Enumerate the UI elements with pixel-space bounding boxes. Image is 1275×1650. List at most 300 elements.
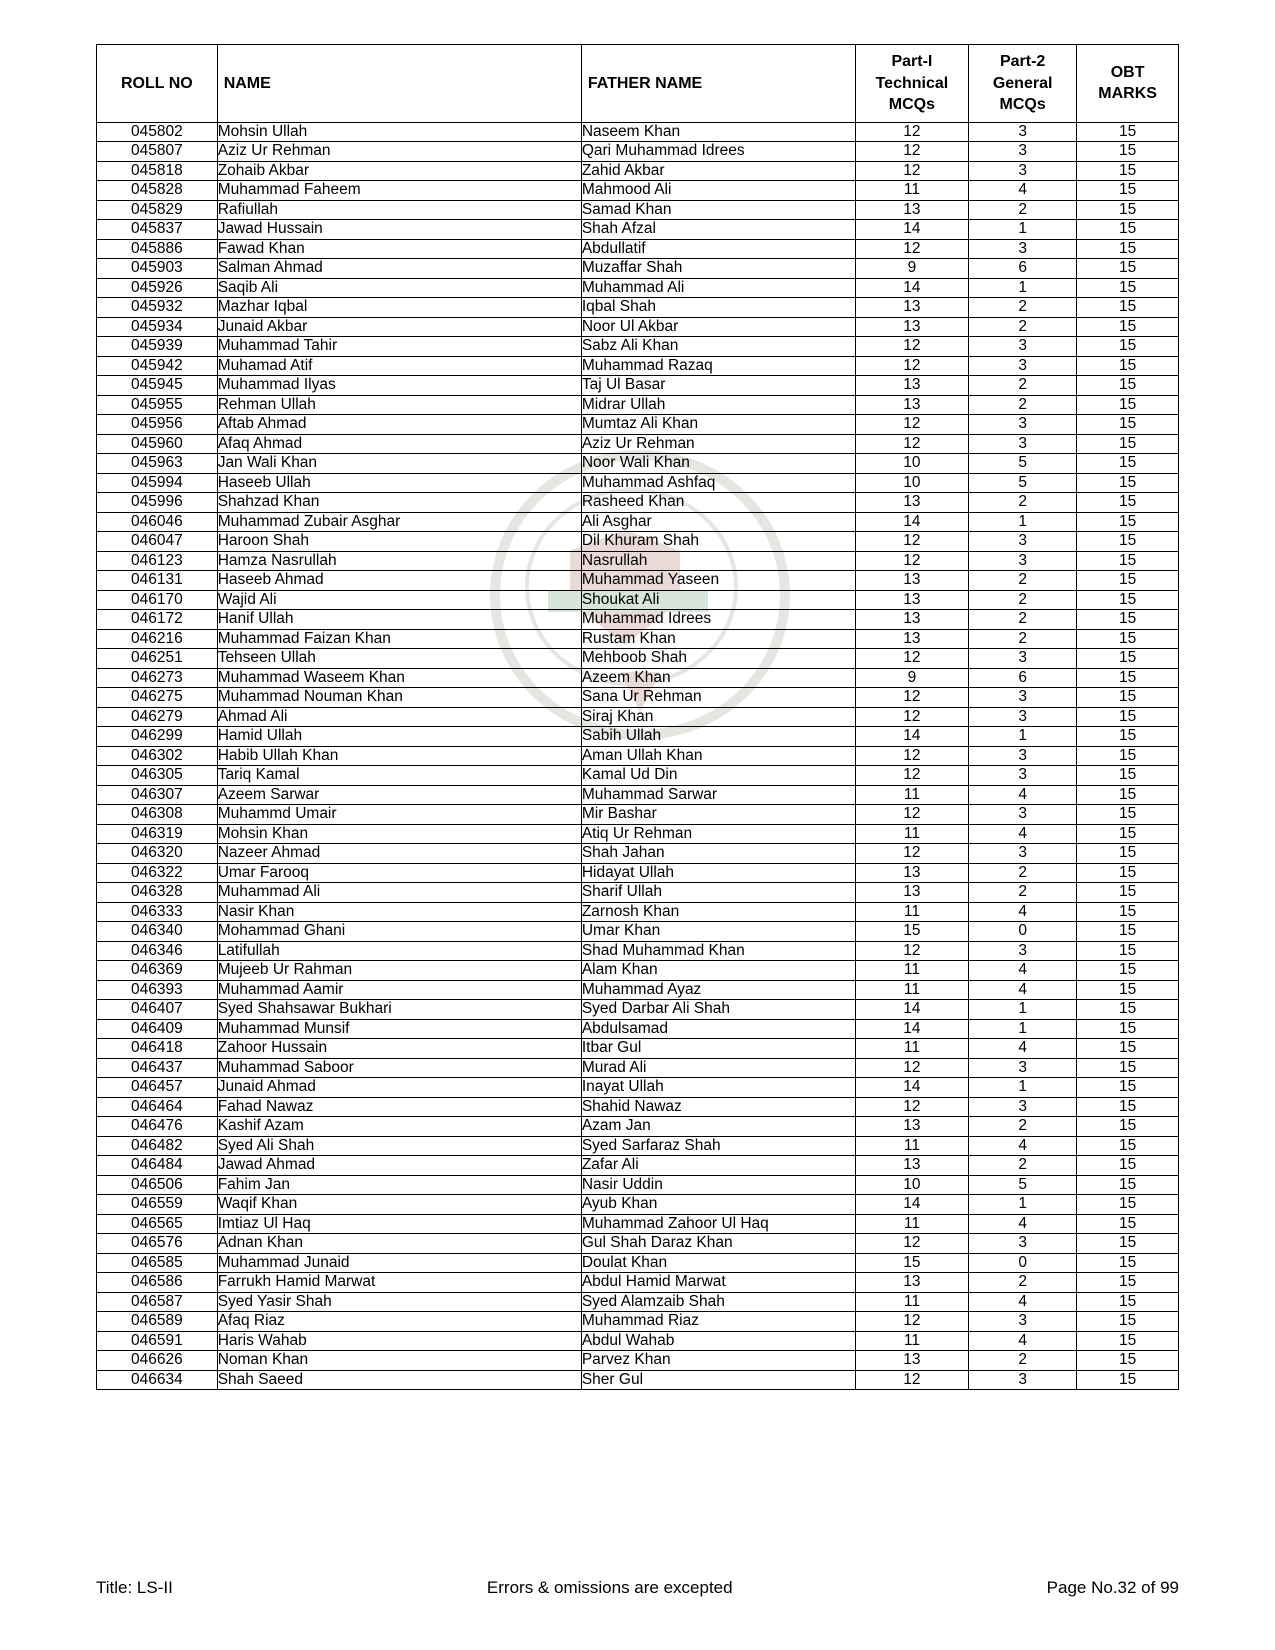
cell-roll-no: 045939: [97, 337, 218, 357]
cell-roll-no: 046585: [97, 1253, 218, 1273]
cell-part2-marks: 5: [969, 1175, 1077, 1195]
cell-name: Mujeeb Ur Rahman: [217, 961, 581, 981]
cell-part1-marks: 13: [855, 317, 968, 337]
table-row: [97, 356, 1179, 376]
cell-father-name: Syed Sarfaraz Shah: [581, 1136, 855, 1156]
cell-roll-no: 046346: [97, 941, 218, 961]
cell-name: Ahmad Ali: [217, 707, 581, 727]
cell-part1-marks: 12: [855, 805, 968, 825]
cell-part2-marks: 3: [969, 649, 1077, 669]
cell-name: Shah Saeed: [217, 1370, 581, 1390]
cell-obtained-marks: 15: [1077, 1097, 1179, 1117]
cell-name: Hamid Ullah: [217, 727, 581, 747]
cell-father-name: Naseem Khan: [581, 122, 855, 142]
cell-obtained-marks: 15: [1077, 317, 1179, 337]
cell-name: Muhammad Ilyas: [217, 376, 581, 396]
table-body: [97, 122, 1179, 1390]
table-row: [97, 1136, 1179, 1156]
table-row: [97, 1039, 1179, 1059]
cell-part1-marks: 12: [855, 746, 968, 766]
table-row: [97, 1117, 1179, 1137]
cell-father-name: Gul Shah Daraz Khan: [581, 1234, 855, 1254]
cell-name: Muhammd Umair: [217, 805, 581, 825]
cell-name: Muhammad Nouman Khan: [217, 688, 581, 708]
results-table: [96, 44, 1179, 1390]
cell-roll-no: 046393: [97, 980, 218, 1000]
cell-part1-marks: 11: [855, 785, 968, 805]
cell-part1-marks: 13: [855, 1351, 968, 1371]
cell-father-name: Aziz Ur Rehman: [581, 434, 855, 454]
cell-roll-no: 046319: [97, 824, 218, 844]
table-row: [97, 415, 1179, 435]
cell-part2-marks: 6: [969, 259, 1077, 279]
cell-part2-marks: 5: [969, 454, 1077, 474]
part2-line1: Part-2: [999, 53, 1046, 70]
cell-obtained-marks: 15: [1077, 766, 1179, 786]
cell-roll-no: 046587: [97, 1292, 218, 1312]
cell-part1-marks: 12: [855, 1058, 968, 1078]
cell-father-name: Syed Darbar Ali Shah: [581, 1000, 855, 1020]
footer-title: Title: LS-II: [96, 1578, 173, 1597]
cell-name: Zahoor Hussain: [217, 1039, 581, 1059]
table-row: [97, 239, 1179, 259]
table-row: [97, 181, 1179, 201]
table-row: [97, 668, 1179, 688]
cell-part2-marks: 2: [969, 1351, 1077, 1371]
cell-part1-marks: 12: [855, 415, 968, 435]
cell-father-name: Ayub Khan: [581, 1195, 855, 1215]
cell-part1-marks: 11: [855, 1039, 968, 1059]
cell-part1-marks: 14: [855, 1078, 968, 1098]
table-row: [97, 610, 1179, 630]
cell-part1-marks: 11: [855, 902, 968, 922]
cell-obtained-marks: 15: [1077, 278, 1179, 298]
cell-name: Shahzad Khan: [217, 493, 581, 513]
table-row: [97, 395, 1179, 415]
cell-name: Junaid Ahmad: [217, 1078, 581, 1098]
cell-obtained-marks: 15: [1077, 961, 1179, 981]
cell-part2-marks: 4: [969, 961, 1077, 981]
cell-obtained-marks: 15: [1077, 805, 1179, 825]
cell-roll-no: 046307: [97, 785, 218, 805]
cell-part1-marks: 11: [855, 1214, 968, 1234]
table-row: [97, 1312, 1179, 1332]
cell-father-name: Sharif Ullah: [581, 883, 855, 903]
cell-part2-marks: 3: [969, 941, 1077, 961]
cell-father-name: Rasheed Khan: [581, 493, 855, 513]
table-row: [97, 1175, 1179, 1195]
cell-father-name: Parvez Khan: [581, 1351, 855, 1371]
cell-roll-no: 046131: [97, 571, 218, 591]
cell-part1-marks: 14: [855, 727, 968, 747]
cell-father-name: Mehboob Shah: [581, 649, 855, 669]
cell-father-name: Rustam Khan: [581, 629, 855, 649]
table-row: [97, 844, 1179, 864]
cell-part2-marks: 2: [969, 1156, 1077, 1176]
table-row: [97, 1253, 1179, 1273]
cell-roll-no: 046340: [97, 922, 218, 942]
cell-name: Hamza Nasrullah: [217, 551, 581, 571]
cell-name: Habib Ullah Khan: [217, 746, 581, 766]
cell-obtained-marks: 15: [1077, 434, 1179, 454]
cell-obtained-marks: 15: [1077, 629, 1179, 649]
part1-line3: MCQs: [888, 96, 936, 114]
table-row: [97, 785, 1179, 805]
table-row: [97, 824, 1179, 844]
cell-father-name: Shah Jahan: [581, 844, 855, 864]
cell-roll-no: 046333: [97, 902, 218, 922]
cell-obtained-marks: 15: [1077, 785, 1179, 805]
cell-roll-no: 045960: [97, 434, 218, 454]
cell-obtained-marks: 15: [1077, 883, 1179, 903]
cell-father-name: Atiq Ur Rehman: [581, 824, 855, 844]
cell-name: Zohaib Akbar: [217, 161, 581, 181]
cell-father-name: Doulat Khan: [581, 1253, 855, 1273]
cell-obtained-marks: 15: [1077, 707, 1179, 727]
table-row: [97, 922, 1179, 942]
cell-father-name: Alam Khan: [581, 961, 855, 981]
cell-roll-no: 046170: [97, 590, 218, 610]
cell-part1-marks: 12: [855, 337, 968, 357]
cell-father-name: Ali Asghar: [581, 512, 855, 532]
cell-part2-marks: 3: [969, 766, 1077, 786]
table-row: [97, 1273, 1179, 1293]
cell-roll-no: 046299: [97, 727, 218, 747]
cell-name: Afaq Riaz: [217, 1312, 581, 1332]
part1-line1: Part-I: [891, 53, 933, 70]
part2-line3: MCQs: [999, 96, 1046, 114]
cell-name: Rafiullah: [217, 200, 581, 220]
cell-roll-no: 045963: [97, 454, 218, 474]
cell-obtained-marks: 15: [1077, 1117, 1179, 1137]
cell-roll-no: 045818: [97, 161, 218, 181]
cell-name: Muhamad Atif: [217, 356, 581, 376]
cell-part2-marks: 3: [969, 551, 1077, 571]
cell-name: Muhammad Waseem Khan: [217, 668, 581, 688]
cell-roll-no: 046216: [97, 629, 218, 649]
cell-roll-no: 046123: [97, 551, 218, 571]
column-header-part1: [855, 45, 968, 123]
table-row: [97, 337, 1179, 357]
table-row: [97, 1097, 1179, 1117]
cell-name: Junaid Akbar: [217, 317, 581, 337]
cell-father-name: Noor Ul Akbar: [581, 317, 855, 337]
cell-father-name: Muhammad Yaseen: [581, 571, 855, 591]
table-row: [97, 980, 1179, 1000]
table-row: [97, 688, 1179, 708]
cell-name: Fahad Nawaz: [217, 1097, 581, 1117]
footer-note: Errors & omissions are excepted: [486, 1578, 733, 1597]
table-row: [97, 727, 1179, 747]
cell-obtained-marks: 15: [1077, 1136, 1179, 1156]
cell-name: Syed Shahsawar Bukhari: [217, 1000, 581, 1020]
table-row: [97, 961, 1179, 981]
cell-name: Muhammad Saboor: [217, 1058, 581, 1078]
cell-father-name: Muhammad Sarwar: [581, 785, 855, 805]
cell-name: Muhammad Tahir: [217, 337, 581, 357]
obt-line1: OBT: [1110, 63, 1145, 81]
cell-name: Haroon Shah: [217, 532, 581, 552]
cell-obtained-marks: 15: [1077, 200, 1179, 220]
cell-roll-no: 046320: [97, 844, 218, 864]
cell-obtained-marks: 15: [1077, 239, 1179, 259]
cell-name: Tehseen Ullah: [217, 649, 581, 669]
table-row: [97, 902, 1179, 922]
cell-father-name: Abdul Hamid Marwat: [581, 1273, 855, 1293]
cell-roll-no: 046506: [97, 1175, 218, 1195]
part1-line2: Technical: [875, 74, 949, 92]
cell-part2-marks: 4: [969, 181, 1077, 201]
cell-roll-no: 045956: [97, 415, 218, 435]
cell-obtained-marks: 15: [1077, 571, 1179, 591]
cell-part1-marks: 14: [855, 1019, 968, 1039]
cell-name: Umar Farooq: [217, 863, 581, 883]
cell-name: Haseeb Ullah: [217, 473, 581, 493]
table-row: [97, 1078, 1179, 1098]
cell-roll-no: 046275: [97, 688, 218, 708]
cell-obtained-marks: 15: [1077, 298, 1179, 318]
cell-obtained-marks: 15: [1077, 454, 1179, 474]
cell-part1-marks: 11: [855, 1136, 968, 1156]
cell-obtained-marks: 15: [1077, 122, 1179, 142]
table-row: [97, 1370, 1179, 1390]
cell-roll-no: 046457: [97, 1078, 218, 1098]
cell-part1-marks: 12: [855, 551, 968, 571]
cell-part2-marks: 2: [969, 200, 1077, 220]
cell-roll-no: 045934: [97, 317, 218, 337]
cell-obtained-marks: 15: [1077, 941, 1179, 961]
cell-obtained-marks: 15: [1077, 746, 1179, 766]
cell-part1-marks: 13: [855, 629, 968, 649]
cell-part2-marks: 3: [969, 1312, 1077, 1332]
cell-roll-no: 046409: [97, 1019, 218, 1039]
cell-name: Muhammad Faheem: [217, 181, 581, 201]
cell-part2-marks: 3: [969, 1234, 1077, 1254]
cell-part1-marks: 13: [855, 590, 968, 610]
table-row: [97, 454, 1179, 474]
cell-part2-marks: 1: [969, 278, 1077, 298]
cell-obtained-marks: 15: [1077, 1058, 1179, 1078]
cell-father-name: Muhammad Ayaz: [581, 980, 855, 1000]
cell-father-name: Samad Khan: [581, 200, 855, 220]
cell-part2-marks: 1: [969, 1078, 1077, 1098]
cell-part2-marks: 3: [969, 142, 1077, 162]
column-header-roll-no: ROLL NO: [97, 45, 218, 123]
cell-part2-marks: 1: [969, 727, 1077, 747]
cell-roll-no: 046407: [97, 1000, 218, 1020]
cell-part2-marks: 1: [969, 512, 1077, 532]
cell-father-name: Dil Khuram Shah: [581, 532, 855, 552]
cell-roll-no: 046251: [97, 649, 218, 669]
table-row: [97, 629, 1179, 649]
cell-part1-marks: 12: [855, 1312, 968, 1332]
table-row: [97, 161, 1179, 181]
cell-name: Azeem Sarwar: [217, 785, 581, 805]
cell-obtained-marks: 15: [1077, 551, 1179, 571]
cell-roll-no: 046046: [97, 512, 218, 532]
cell-father-name: Shoukat Ali: [581, 590, 855, 610]
cell-part1-marks: 12: [855, 707, 968, 727]
cell-part2-marks: 4: [969, 980, 1077, 1000]
cell-roll-no: 045996: [97, 493, 218, 513]
cell-name: Muhammad Zubair Asghar: [217, 512, 581, 532]
cell-obtained-marks: 15: [1077, 259, 1179, 279]
table-row: [97, 590, 1179, 610]
cell-obtained-marks: 15: [1077, 493, 1179, 513]
cell-name: Jan Wali Khan: [217, 454, 581, 474]
cell-part1-marks: 12: [855, 1370, 968, 1390]
cell-roll-no: 045945: [97, 376, 218, 396]
cell-obtained-marks: 15: [1077, 980, 1179, 1000]
cell-part1-marks: 12: [855, 649, 968, 669]
cell-father-name: Zarnosh Khan: [581, 902, 855, 922]
cell-part1-marks: 12: [855, 532, 968, 552]
cell-obtained-marks: 15: [1077, 610, 1179, 630]
cell-father-name: Taj Ul Basar: [581, 376, 855, 396]
cell-roll-no: 045886: [97, 239, 218, 259]
cell-obtained-marks: 15: [1077, 922, 1179, 942]
cell-part1-marks: 12: [855, 1234, 968, 1254]
cell-name: Syed Ali Shah: [217, 1136, 581, 1156]
cell-part1-marks: 13: [855, 298, 968, 318]
cell-part1-marks: 12: [855, 688, 968, 708]
cell-father-name: Nasrullah: [581, 551, 855, 571]
cell-part1-marks: 11: [855, 181, 968, 201]
cell-roll-no: 045942: [97, 356, 218, 376]
cell-part1-marks: 13: [855, 1156, 968, 1176]
cell-part2-marks: 3: [969, 707, 1077, 727]
cell-part1-marks: 9: [855, 259, 968, 279]
cell-father-name: Zahid Akbar: [581, 161, 855, 181]
cell-roll-no: 046302: [97, 746, 218, 766]
cell-part2-marks: 4: [969, 902, 1077, 922]
cell-part1-marks: 10: [855, 454, 968, 474]
part2-line2: General: [992, 74, 1053, 92]
cell-name: Waqif Khan: [217, 1195, 581, 1215]
cell-part2-marks: 3: [969, 1058, 1077, 1078]
table-row: [97, 434, 1179, 454]
cell-part1-marks: 11: [855, 824, 968, 844]
cell-part2-marks: 3: [969, 746, 1077, 766]
cell-name: Fahim Jan: [217, 1175, 581, 1195]
cell-part1-marks: 13: [855, 200, 968, 220]
cell-part2-marks: 3: [969, 688, 1077, 708]
cell-roll-no: 046418: [97, 1039, 218, 1059]
cell-part1-marks: 14: [855, 512, 968, 532]
cell-obtained-marks: 15: [1077, 376, 1179, 396]
cell-father-name: Muhammad Riaz: [581, 1312, 855, 1332]
cell-obtained-marks: 15: [1077, 395, 1179, 415]
cell-name: Farrukh Hamid Marwat: [217, 1273, 581, 1293]
table-row: [97, 376, 1179, 396]
table-row: [97, 571, 1179, 591]
cell-father-name: Nasir Uddin: [581, 1175, 855, 1195]
cell-part1-marks: 15: [855, 1253, 968, 1273]
cell-part1-marks: 13: [855, 493, 968, 513]
table-row: [97, 200, 1179, 220]
cell-father-name: Muhammad Zahoor Ul Haq: [581, 1214, 855, 1234]
cell-obtained-marks: 15: [1077, 1195, 1179, 1215]
cell-obtained-marks: 15: [1077, 1273, 1179, 1293]
table-row: [97, 1156, 1179, 1176]
table-row: [97, 220, 1179, 240]
cell-roll-no: 046591: [97, 1331, 218, 1351]
cell-father-name: Mumtaz Ali Khan: [581, 415, 855, 435]
cell-part2-marks: 3: [969, 415, 1077, 435]
cell-part1-marks: 14: [855, 1000, 968, 1020]
cell-part2-marks: 2: [969, 590, 1077, 610]
cell-part2-marks: 3: [969, 532, 1077, 552]
cell-father-name: Sabz Ali Khan: [581, 337, 855, 357]
cell-obtained-marks: 15: [1077, 415, 1179, 435]
cell-part2-marks: 2: [969, 883, 1077, 903]
cell-part1-marks: 14: [855, 220, 968, 240]
cell-obtained-marks: 15: [1077, 902, 1179, 922]
cell-name: Rehman Ullah: [217, 395, 581, 415]
table-row: [97, 473, 1179, 493]
cell-obtained-marks: 15: [1077, 590, 1179, 610]
column-header-name: NAME: [217, 45, 581, 123]
cell-part2-marks: 4: [969, 1292, 1077, 1312]
cell-obtained-marks: 15: [1077, 688, 1179, 708]
table-row: [97, 941, 1179, 961]
table-row: [97, 883, 1179, 903]
cell-father-name: Itbar Gul: [581, 1039, 855, 1059]
cell-obtained-marks: 15: [1077, 161, 1179, 181]
cell-part1-marks: 11: [855, 980, 968, 1000]
cell-part2-marks: 3: [969, 161, 1077, 181]
cell-name: Imtiaz Ul Haq: [217, 1214, 581, 1234]
cell-obtained-marks: 15: [1077, 1234, 1179, 1254]
table-row: [97, 649, 1179, 669]
cell-obtained-marks: 15: [1077, 337, 1179, 357]
cell-obtained-marks: 15: [1077, 1214, 1179, 1234]
cell-part2-marks: 6: [969, 668, 1077, 688]
table-row: [97, 1292, 1179, 1312]
cell-name: Muhammad Faizan Khan: [217, 629, 581, 649]
cell-part1-marks: 12: [855, 239, 968, 259]
cell-roll-no: 046476: [97, 1117, 218, 1137]
cell-father-name: Abdul Wahab: [581, 1331, 855, 1351]
cell-obtained-marks: 15: [1077, 1175, 1179, 1195]
cell-roll-no: 046308: [97, 805, 218, 825]
cell-obtained-marks: 15: [1077, 181, 1179, 201]
cell-part2-marks: 1: [969, 1000, 1077, 1020]
table-row: [97, 278, 1179, 298]
cell-name: Jawad Ahmad: [217, 1156, 581, 1176]
cell-name: Wajid Ali: [217, 590, 581, 610]
table-row: [97, 122, 1179, 142]
cell-obtained-marks: 15: [1077, 727, 1179, 747]
cell-name: Latifullah: [217, 941, 581, 961]
cell-name: Noman Khan: [217, 1351, 581, 1371]
cell-father-name: Umar Khan: [581, 922, 855, 942]
cell-roll-no: 046279: [97, 707, 218, 727]
cell-name: Adnan Khan: [217, 1234, 581, 1254]
cell-roll-no: 046634: [97, 1370, 218, 1390]
cell-name: Mohammad Ghani: [217, 922, 581, 942]
cell-part2-marks: 2: [969, 610, 1077, 630]
cell-obtained-marks: 15: [1077, 1370, 1179, 1390]
footer-page-number: Page No.32 of 99: [1046, 1578, 1179, 1597]
cell-part2-marks: 3: [969, 1097, 1077, 1117]
cell-father-name: Noor Wali Khan: [581, 454, 855, 474]
cell-obtained-marks: 15: [1077, 532, 1179, 552]
cell-roll-no: 046565: [97, 1214, 218, 1234]
column-header-obtained-marks: [1077, 45, 1179, 123]
cell-father-name: Inayat Ullah: [581, 1078, 855, 1098]
cell-name: Mazhar Iqbal: [217, 298, 581, 318]
